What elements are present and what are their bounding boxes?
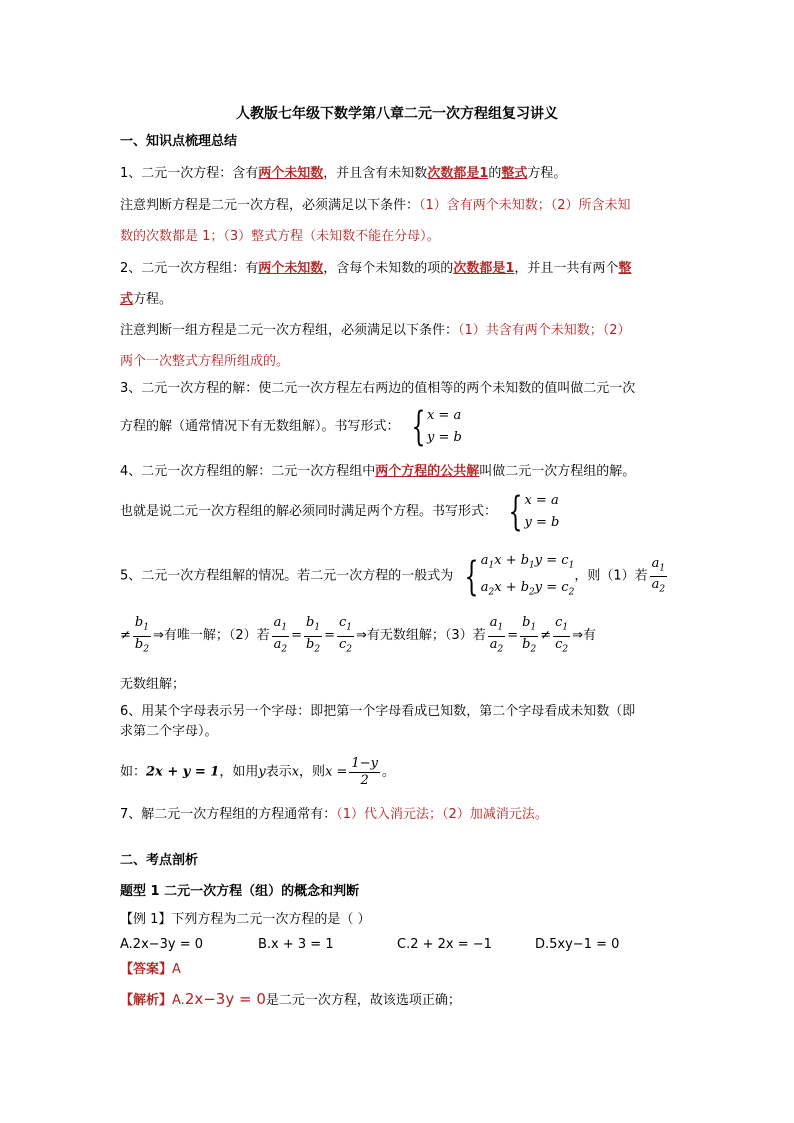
- option-d: D.5xy−1 = 0: [535, 937, 620, 952]
- section-1-heading: 一、知识点梳理总结: [120, 134, 238, 149]
- item-5-end: 无数组解；: [120, 677, 186, 692]
- answer: 【答案】A: [120, 962, 181, 977]
- item-2-note-cont: 两个一次整式方程所组成的。: [120, 354, 290, 369]
- item-1-note-cont: 数的次数都是 1；（3）整式方程（未知数不能在分母）。: [120, 229, 440, 244]
- item-4: 4、二元一次方程组的解：二元一次方程组中两个方程的公共解叫做二元一次方程组的解。: [120, 464, 636, 479]
- item-3: 3、二元一次方程的解：使二元一次方程左右两边的值相等的两个未知数的值叫做二元一次: [120, 381, 636, 396]
- item-2-note: 注意判断一组方程是二元一次方程组，必须满足以下条件：（1）共含有两个未知数；（2）: [120, 323, 631, 338]
- option-b: B.x + 3 = 1: [258, 937, 334, 952]
- item-6-cont: 求第二个字母）。: [120, 724, 218, 739]
- item-4-cont: 也就是说二元一次方程组的解必须同时满足两个方程。书写形式： { x = a y = b: [120, 489, 560, 535]
- item-2: 2、二元一次方程组：有两个未知数，含每个未知数的项的次数都是1，并且一共有两个整: [120, 261, 632, 276]
- item-2-cont: 式方程。: [120, 292, 173, 307]
- item-6: 6、用某个字母表示另一个字母：即把第一个字母看成已知数，第二个字母看成未知数（即: [120, 704, 636, 719]
- item-3-cont: 方程的解（通常情况下有无数组解）。书写形式： { x = a y = b: [120, 404, 462, 450]
- item-7: 7、解二元一次方程组的方程通常有：（1）代入消元法；（2）加减消元法。: [120, 807, 548, 822]
- option-a: A.2x−3y = 0: [120, 937, 204, 952]
- example-1-question: 【例 1】下列方程为二元一次方程的是（ ）: [120, 912, 371, 927]
- item-5: 5、二元一次方程组解的情况。若二元一次方程的一般式为 { $a_1x + b_1y = c_1$ $a_2x + b_2y = c_2$ ，则（1）若 $\frac{a_1}{a_2}$: [120, 553, 666, 600]
- analysis: 【解析】A.2x−3y = 0是二元一次方程，故该选项正确；: [120, 990, 461, 1008]
- item-1-note: 注意判断方程是二元一次方程，必须满足以下条件：（1）含有两个未知数；（2）所含未知: [120, 198, 631, 213]
- section-2-heading: 二、考点剖析: [120, 853, 199, 868]
- item-1: 1、二元一次方程：含有两个未知数，并且含有未知数次数都是1的整式方程。: [120, 166, 567, 181]
- item-6-example: 如：2x + y = 1，如用y表示x，则x = $\frac{1-y}{2}$ 。: [120, 756, 395, 788]
- question-type-1: 题型 1 二元一次方程（组）的概念和判断: [120, 884, 360, 899]
- item-5-cont: ≠ $\frac{b_1}{b_2}$ ⇒有唯一解；（2）若 $\frac{a_1}{a_2}$ = $\frac{b_1}{b_2}$ = $\frac{c_1}{c_2}$ ⇒有无数组解；（3）若 $\frac{a_1}{a_2}$ = $\frac{b_1}{b_2}$ ≠ $\frac{c_1}{c_2}$ ⇒有: [120, 615, 596, 655]
- page-title: 人教版七年级下数学第八章二元一次方程组复习讲义: [236, 106, 558, 122]
- option-c: C.2 + 2x = −1: [397, 937, 492, 952]
